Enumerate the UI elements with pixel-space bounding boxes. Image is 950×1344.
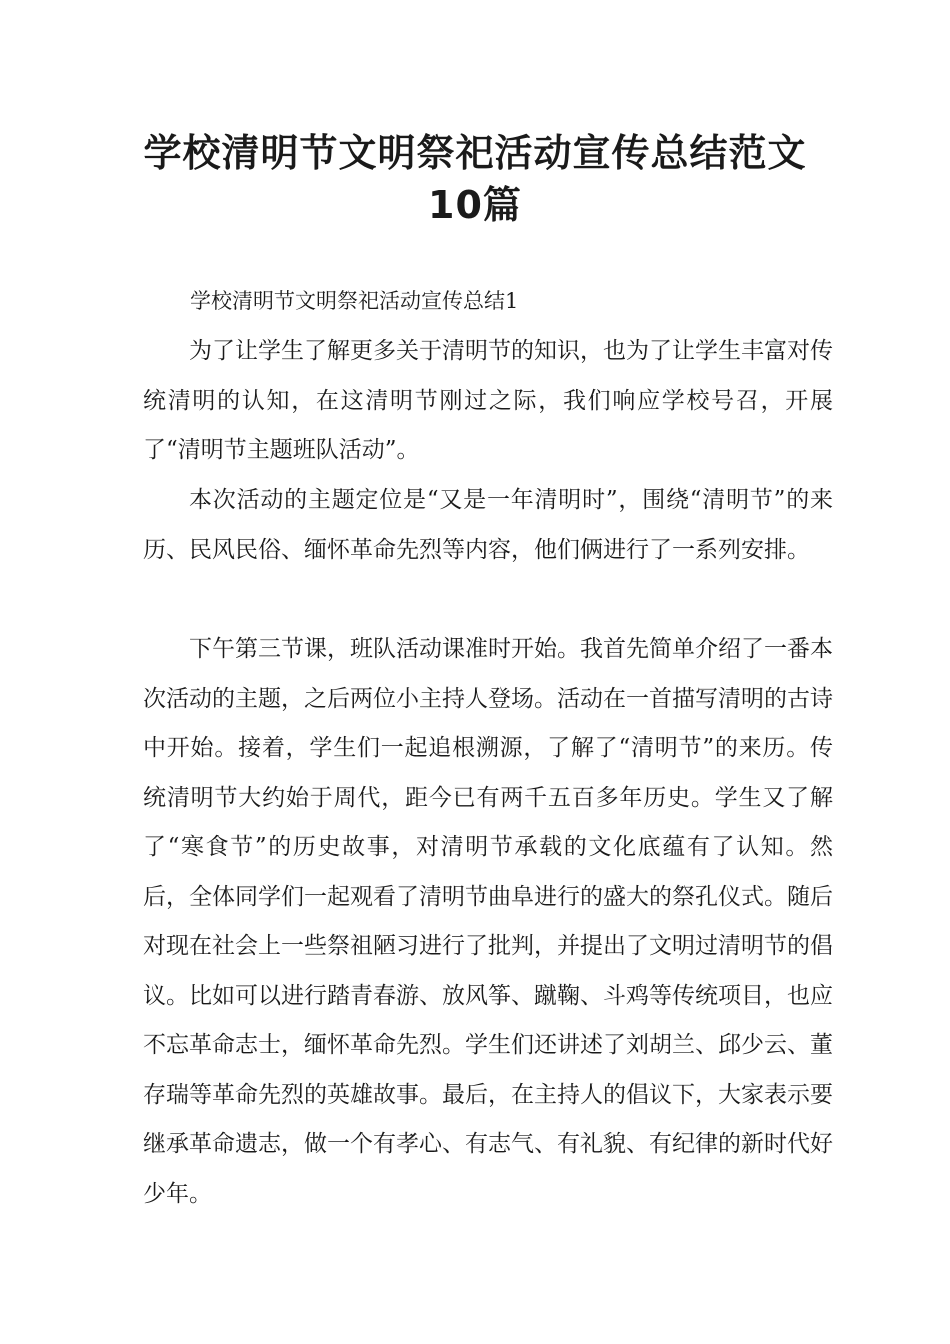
paragraph: 为了让学生了解更多关于清明节的知识，也为了让学生丰富对传统清明的认知，在这清明节刚过之际，我们响应学校号召，开展了“清明节主题班队活动”。 (143, 338, 833, 463)
paragraph: 本次活动的主题定位是“又是一年清明时”，围绕“清明节”的来历、民风民俗、缅怀革命先烈等内容，他们俩进行了一系列安排。 (143, 487, 833, 563)
section-heading: 学校清明节文明祭祀活动宣传总结1 (190, 289, 519, 313)
paragraph: 下午第三节课，班队活动课准时开始。我首先简单介绍了一番本次活动的主题，之后两位小主持人登场。活动在一首描写清明的古诗中开始。接着，学生们一起追根溯源，了解了“清明节”的来历。传统清明节大约始于周代，距今已有两千五百多年历史。学生又了解了“寒食节”的历史故事，对清明节承载的文化底蕴有了认知。然后，全体同学们一起观看了清明节曲阜进行的盛大的祭孔仪式。随后对现在社会上一些祭祖陋习进行了批判，并提出了文明过清明节的倡议。比如可以进行踏青春游、放风筝、蹴鞠、斗鸡等传统项目，也应不忘革命志士，缅怀革命先烈。学生们还讲述了刘胡兰、邱少云、董存瑞等革命先烈的英雄故事。最后，在主持人的倡议下，大家表示要继承革命遗志，做一个有孝心、有志气、有礼貌、有纪律的新时代好少年。 (143, 636, 833, 1207)
document-title: 学校清明节文明祭祀活动宣传总结范文 (143, 131, 807, 175)
document-title-continued: 10篇 (428, 183, 522, 227)
